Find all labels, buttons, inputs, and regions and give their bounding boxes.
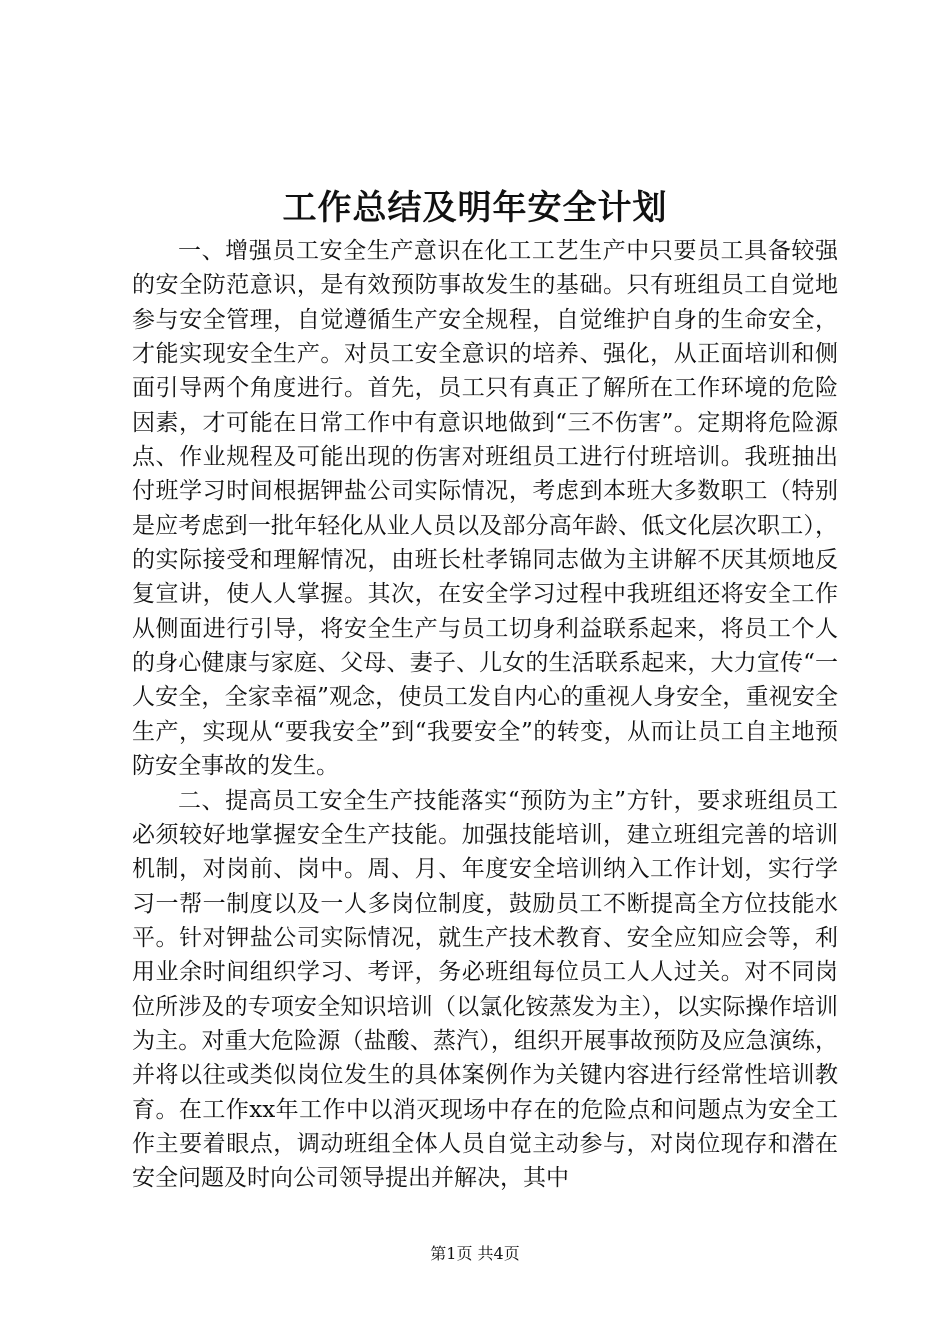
page-number: 第1页 共4页 [430,1244,520,1263]
document-body [132,234,838,1196]
document-title: 工作总结及明年安全计划 [282,188,668,228]
paragraph-2: 二、提高员工安全生产技能落实“预防为主”方针，要求班组员工必须较好地掌握安全生产技能。加强技能培训，建立班组完善的培训机制，对岗前、岗中。周、月、年度安全培训纳入工作计划，实行学习一帮一制度以及一人多岗位制度，鼓励员工不断提高全方位技能水平。针对钾盐公司实际情况，就生产技术教育、安全应知应会等，利用业余时间组织学习、考评，务必班组每位员工人人过关。对不同岗位所涉及的专项安全知识培训（以氯化铵蒸发为主），以实际操作培训为主。对重大危险源（盐酸、蒸汽），组织开展事故预防及应急演练，并将以往或类似岗位发生的具体案例作为关键内容进行经常性培训教育。在工作xx年工作中以消灭现场中存在的危险点和问题点为安全工作主要着眼点，调动班组全体人员自觉主动参与，对岗位现存和潜在安全问题及时向公司领导提出并解决，其中 [132,787,838,1192]
paragraph-1: 一、增强员工安全生产意识在化工工艺生产中只要员工具备较强的安全防范意识，是有效预防事故发生的基础。只有班组员工自觉地参与安全管理，自觉遵循生产安全规程，自觉维护自身的生命安全，才能实现安全生产。对员工安全意识的培养、强化，从正面培训和侧面引导两个角度进行。首先，员工只有真正了解所在工作环境的危险因素，才可能在日常工作中有意识地做到“三不伤害”。定期将危险源点、作业规程及可能出现的伤害对班组员工进行付班培训。我班抽出付班学习时间根据钾盐公司实际情况，考虑到本班大多数职工（特别是应考虑到一批年轻化从业人员以及部分高年龄、低文化层次职工），的实际接受和理解情况，由班长杜孝锦同志做为主讲解不厌其烦地反复宣讲，使人人掌握。其次，在安全学习过程中我班组还将安全工作从侧面进行引导，将安全生产与员工切身利益联系起来，将员工个人的身心健康与家庭、父母、妻子、儿女的生活联系起来，大力宣传“一人安全，全家幸福”观念，使员工发自内心的重视人身安全，重视安全生产，实现从“要我安全”到“我要安全”的转变，从而让员工自主地预防安全事故的发生。 [132,238,838,780]
